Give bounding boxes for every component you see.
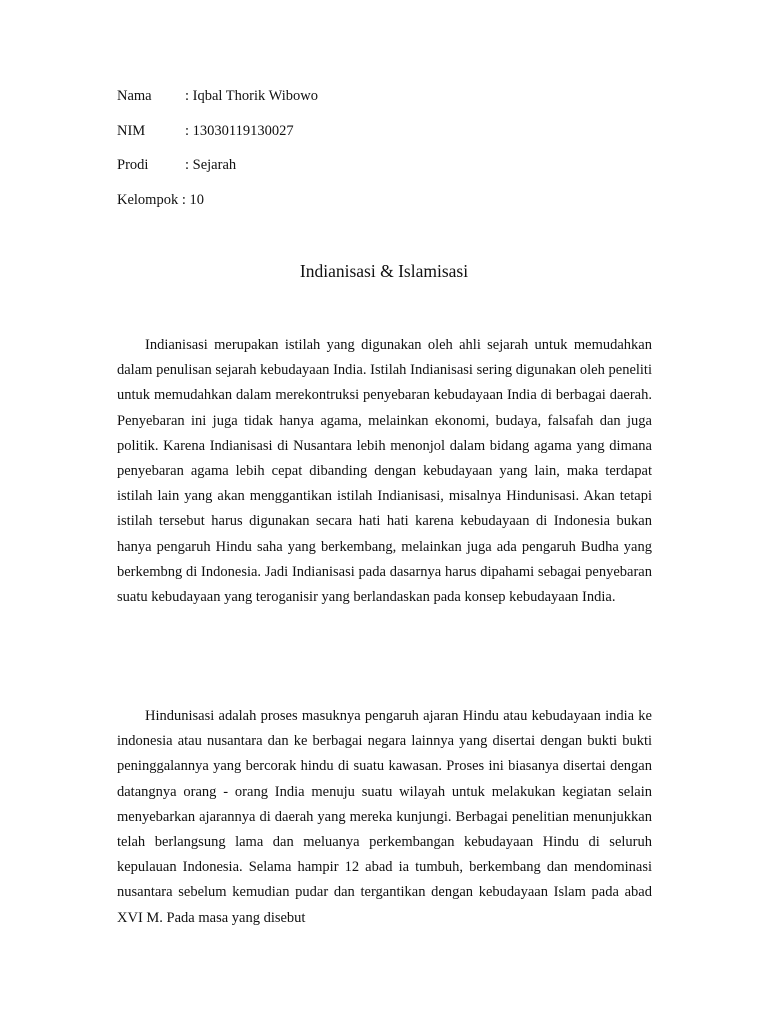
nama-row xyxy=(117,86,318,121)
prodi-label: Prodi xyxy=(117,157,149,173)
nim-value: : 13030119130027 xyxy=(185,122,294,139)
kelompok-label: Kelompok xyxy=(117,191,179,208)
nama-label: Nama xyxy=(117,88,152,104)
kelompok-value: : 10 xyxy=(178,191,204,208)
prodi-row xyxy=(117,155,318,190)
kelompok-row xyxy=(117,190,318,225)
nim-row xyxy=(117,121,318,156)
paragraph-hindunisasi: Hindunisasi adalah proses masuknya pengaruh ajaran Hindu atau kebudayaan india ke indonesia atau nusantara dan ke berbagai negara lainnya yang disertai dengan bukti bukti peninggalannya yang bercorak hindu di suatu kawasan. Proses ini biasanya disertai dengan datangnya orang - orang India menuju suatu wilayah untuk melakukan kegiatan selain menyebarkan ajarannya di daerah yang mereka kunjungi. Berbagai penelitian menunjukkan telah berlangsung lama dan meluanya perkembangan kebudayaan Hindu di seluruh kepulauan Indonesia. Selama hampir 12 abad ia tumbuh, berkembang dan mendominasi nusantara sebelum kemudian pudar dan tergantikan dengan kebudayaan Islam pada abad XVI M. Pada masa yang disebut xyxy=(117,708,652,926)
prodi-value: : Sejarah xyxy=(185,157,237,173)
student-info xyxy=(117,86,318,224)
document-title: Indianisasi & Islamisasi xyxy=(299,261,469,281)
nama-value: : Iqbal Thorik Wibowo xyxy=(185,88,318,104)
paragraph-indianisasi: Indianisasi merupakan istilah yang digunakan oleh ahli sejarah untuk memudahkan dalam penulisan sejarah kebudayaan India. Istilah Indianisasi sering digunakan oleh peneliti untuk memudahkan dalam merekontruksi penyebaran kebudayaan India di berbagai daerah. Penyebaran ini juga tidak hanya agama, melainkan ekonomi, budaya, falsafah dan juga politik. Karena Indianisasi di Nusantara lebih menonjol dalam bidang agama yang dimana penyebaran agama lebih cepat dibanding dengan kebudayaan yang lain, maka terdapat istilah lain yang akan menggantikan istilah Indianisasi, misalnya Hindunisasi. Akan tetapi istilah tersebut harus digunakan secara hati hati karena kebudayaan di Indonesia bukan hanya pengaruh Hindu saha yang berkembang, melainkan juga ada pengaruh Budha yang berkembng di Indonesia. Jadi Indianisasi pada dasarnya harus dipahami sebagai penyebaran suatu kebudayaan yang teroganisir yang berlandaskan pada konsep kebudayaan India. xyxy=(117,337,652,606)
nim-label: NIM xyxy=(117,122,146,139)
